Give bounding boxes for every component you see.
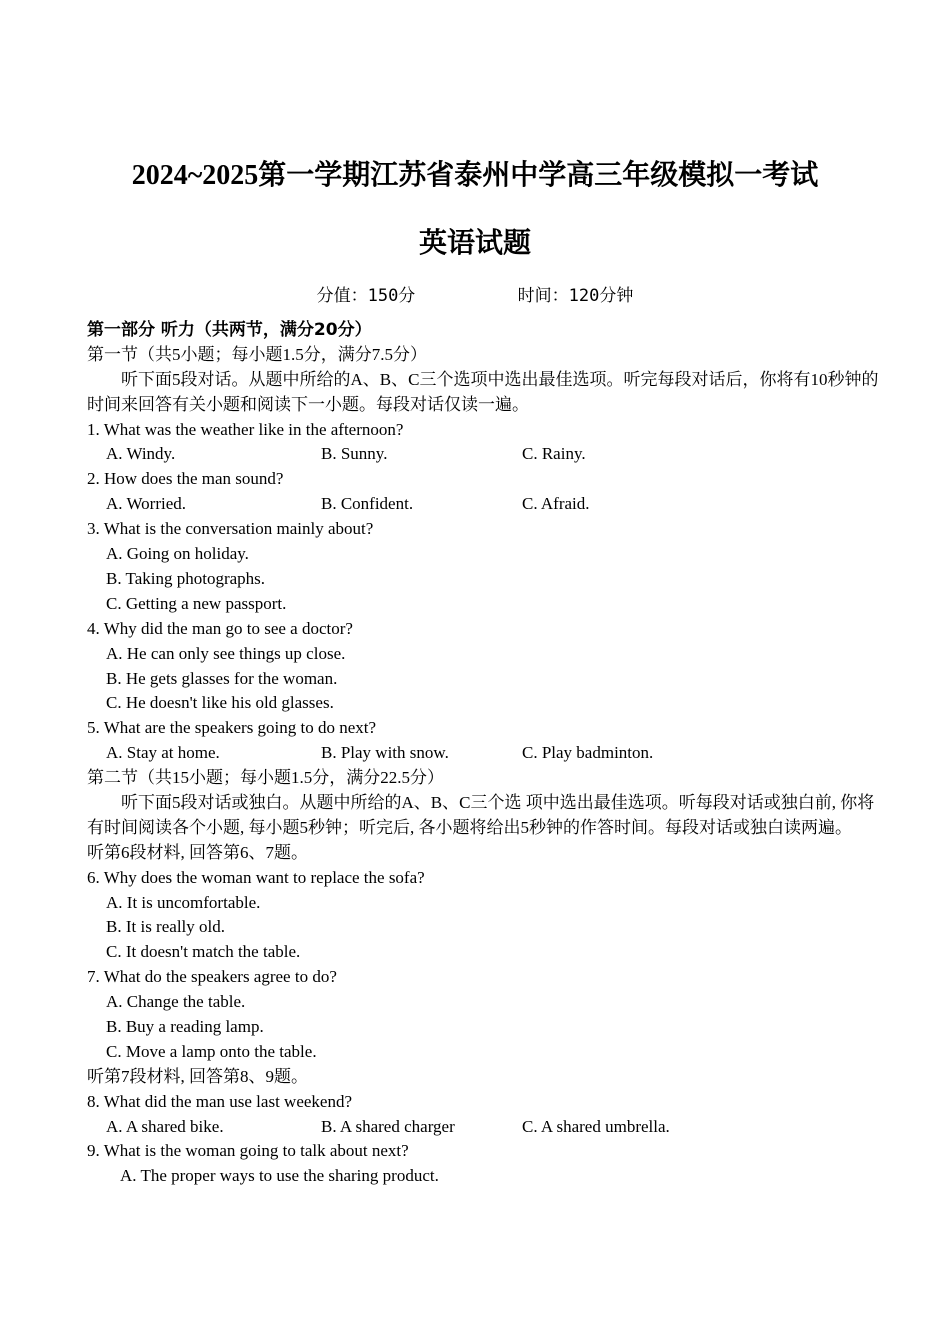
question-7: 7. What do the speakers agree to do? bbox=[87, 967, 337, 987]
options-row bbox=[87, 741, 887, 766]
exam-meta bbox=[0, 284, 950, 308]
option-b: B. Play with snow. bbox=[321, 743, 449, 763]
option-a: A. Going on holiday. bbox=[106, 544, 249, 564]
options-row bbox=[87, 1115, 887, 1140]
exam-title: 2024~2025第一学期江苏省泰州中学高三年级模拟一考试 bbox=[131, 160, 819, 191]
question-8: 8. What did the man use last weekend? bbox=[87, 1091, 352, 1111]
option-b: B. Sunny. bbox=[321, 444, 388, 464]
options-row bbox=[87, 492, 887, 517]
option-b: B. A shared charger bbox=[321, 1116, 455, 1136]
option-c: C. Play badminton. bbox=[522, 743, 654, 763]
options-row bbox=[87, 442, 887, 467]
option-b: B. Confident. bbox=[321, 494, 414, 514]
option-b: B. It is really old. bbox=[106, 917, 225, 937]
option-a: A. Stay at home. bbox=[106, 743, 220, 763]
question-1: 1. What was the weather like in the afternoon? bbox=[87, 419, 404, 439]
option-b: B. Taking photographs. bbox=[106, 568, 266, 588]
material-7-heading: 听第7段材料, 回答第8、9题。 bbox=[87, 1066, 308, 1086]
option-b: B. Buy a reading lamp. bbox=[106, 1017, 264, 1036]
option-c: C. It doesn't match the table. bbox=[106, 942, 301, 962]
question-9: 9. What is the woman going to talk about next? bbox=[87, 1141, 409, 1161]
time-label: 时间：120分钟 bbox=[517, 286, 634, 306]
option-a: A. The proper ways to use the sharing product. bbox=[120, 1166, 439, 1186]
option-b: B. He gets glasses for the woman. bbox=[106, 668, 338, 688]
option-a: A. Worried. bbox=[106, 494, 186, 514]
option-c: C. Afraid. bbox=[522, 494, 590, 514]
option-a: A. It is uncomfortable. bbox=[106, 892, 261, 912]
option-c: C. Move a lamp onto the table. bbox=[106, 1041, 317, 1061]
section2-instructions: 听下面5段对话或独白。从题中所给的A、B、C三个选 项中选出最佳选项。听每段对话或独白前, 你将有时间阅读各个小题, 每小题5秒钟；听完后, 各小题将给出5秒钟的作答时间。每段对话或独白读两遍。 bbox=[87, 792, 875, 837]
question-5: 5. What are the speakers going to do next? bbox=[87, 718, 377, 738]
option-a: A. Windy. bbox=[106, 444, 176, 464]
option-a: A. He can only see things up close. bbox=[106, 643, 346, 663]
question-6: 6. Why does the woman want to replace the sofa? bbox=[87, 867, 425, 887]
question-3: 3. What is the conversation mainly about? bbox=[87, 519, 374, 539]
exam-subtitle: 英语试题 bbox=[418, 228, 531, 259]
option-a: A. Change the table. bbox=[106, 992, 246, 1012]
part1-heading: 第一部分 听力（共两节，满分20分） bbox=[87, 320, 372, 340]
question-2: 2. How does the man sound? bbox=[87, 469, 284, 489]
section1-heading: 第一节（共5小题；每小题1.5分，满分7.5分） bbox=[87, 344, 427, 364]
exam-body bbox=[87, 318, 887, 1189]
option-a: A. A shared bike. bbox=[106, 1116, 224, 1136]
material-6-heading: 听第6段材料, 回答第6、7题。 bbox=[87, 842, 308, 862]
section2-heading: 第二节（共15小题；每小题1.5分，满分22.5分） bbox=[87, 768, 444, 788]
option-c: C. He doesn't like his old glasses. bbox=[106, 693, 334, 713]
option-c: C. Rainy. bbox=[522, 444, 586, 464]
score-label: 分值：150分 bbox=[316, 286, 416, 306]
question-4: 4. Why did the man go to see a doctor? bbox=[87, 618, 353, 638]
section1-instructions: 听下面5段对话。从题中所给的A、B、C三个选项中选出最佳选项。听完每段对话后，你将有10秒钟的时间来回答有关小题和阅读下一小题。每段对话仅读一遍。 bbox=[87, 369, 879, 414]
option-c: C. A shared umbrella. bbox=[522, 1116, 670, 1136]
option-c: C. Getting a new passport. bbox=[106, 593, 287, 613]
